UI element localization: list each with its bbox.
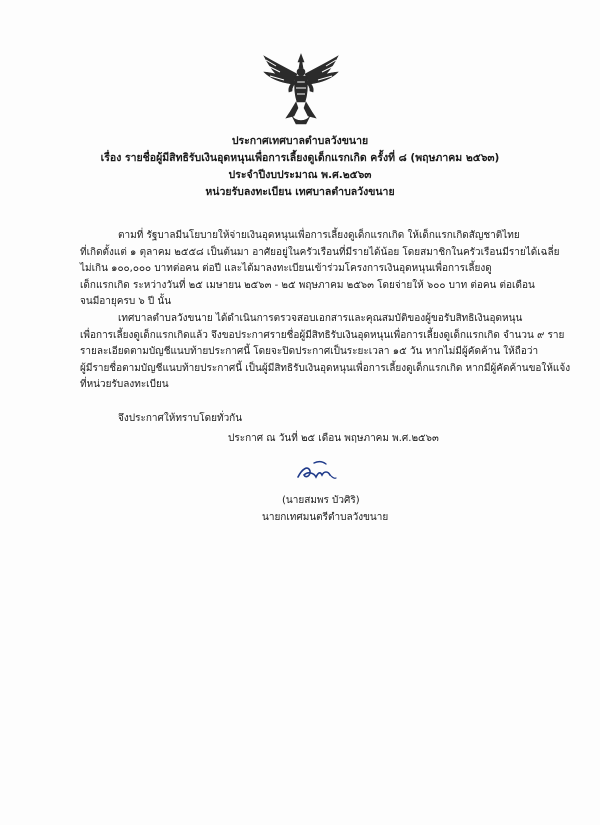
signer-title: นายกเทศมนตรีตำบลวังขนาย bbox=[262, 512, 389, 523]
announcement-title: ประกาศเทศบาลตำบลวังขนาย bbox=[231, 135, 369, 147]
garuda-emblem-icon bbox=[262, 52, 340, 126]
paragraph-line: รายละเอียดตามบัญชีแนบท้ายประกาศนี้ โดยจะปิดประกาศเป็นระยะเวลา ๑๕ วัน หากไม่มีผู้คัดค้าน ให้ถือว่า bbox=[80, 346, 539, 357]
closing-statement: จึงประกาศให้ทราบโดยทั่วกัน bbox=[118, 413, 243, 424]
handwritten-signature bbox=[294, 455, 338, 489]
paragraph-policy bbox=[80, 228, 560, 311]
paragraph-line: เทศบาลตำบลวังขนาย ได้ดำเนินการตรวจสอบเอกสารและคุณสมบัติของผู้ขอรับสิทธิเงินอุดหนุน bbox=[118, 313, 523, 324]
fiscal-year-line: ประจำปีงบประมาณ พ.ศ.๒๕๖๓ bbox=[228, 169, 372, 181]
paragraph-verification bbox=[80, 311, 571, 394]
paragraph-line: เด็กแรกเกิด ระหว่างวันที่ ๒๕ เมษายน ๒๕๖๓ - ๒๕ พฤษภาคม ๒๕๖๓ โดยจ่ายให้ ๖๐๐ บาท ต่อคน ต่อเดือน bbox=[80, 279, 535, 291]
announcement-subject: เรื่อง รายชื่อผู้มีสิทธิรับเงินอุดหนุนเพื่อการเลี้ยงดูเด็กแรกเกิด ครั้งที่ ๘ (พฤษภาคม ๒๕๖๓) bbox=[100, 152, 500, 164]
paragraph-line: ที่เกิดตั้งแต่ ๑ ตุลาคม ๒๕๕๘ เป็นต้นมา อาศัยอยู่ในครัวเรือนที่มีรายได้น้อย โดยสมาชิกในครัวเรือนมีรายได้เฉลี่ย bbox=[80, 246, 560, 258]
signer-name: (นายสมพร บัวศิริ) bbox=[282, 495, 360, 506]
paragraph-line: ตามที่ รัฐบาลมีนโยบายให้จ่ายเงินอุดหนุนเพื่อการเลี้ยงดูเด็กแรกเกิด ให้เด็กแรกเกิดสัญชาติไทย bbox=[118, 230, 520, 241]
paragraph-line: จนมีอายุครบ ๖ ปี นั้น bbox=[80, 296, 172, 307]
announcement-date: ประกาศ ณ วันที่ ๒๕ เดือน พฤษภาคม พ.ศ.๒๕๖๓ bbox=[228, 433, 439, 444]
paragraph-line: ที่หน่วยรับลงทะเบียน bbox=[80, 379, 169, 390]
paragraph-line: ผู้มีรายชื่อตามบัญชีแนบท้ายประกาศนี้ เป็นผู้มีสิทธิรับเงินอุดหนุนเพื่อการเลี้ยงดูเด็กแรกเกิด หากมีผู้คัดค้านขอให้แจ้ง bbox=[80, 362, 571, 374]
paragraph-line: ไม่เกิน ๑๐๐,๐๐๐ บาทต่อคน ต่อปี และได้มาลงทะเบียนเข้าร่วมโครงการเงินอุดหนุนเพื่อการเลี้ยงดู bbox=[80, 263, 492, 274]
paragraph-line: เพื่อการเลี้ยงดูเด็กแรกเกิดแล้ว จึงขอประกาศรายชื่อผู้มีสิทธิรับเงินอุดหนุนเพื่อการเลี้ยงดูเด็กแรกเกิด จำนวน ๙ ราย bbox=[80, 329, 565, 341]
registration-unit-line: หน่วยรับลงทะเบียน เทศบาลตำบลวังขนาย bbox=[205, 186, 395, 198]
